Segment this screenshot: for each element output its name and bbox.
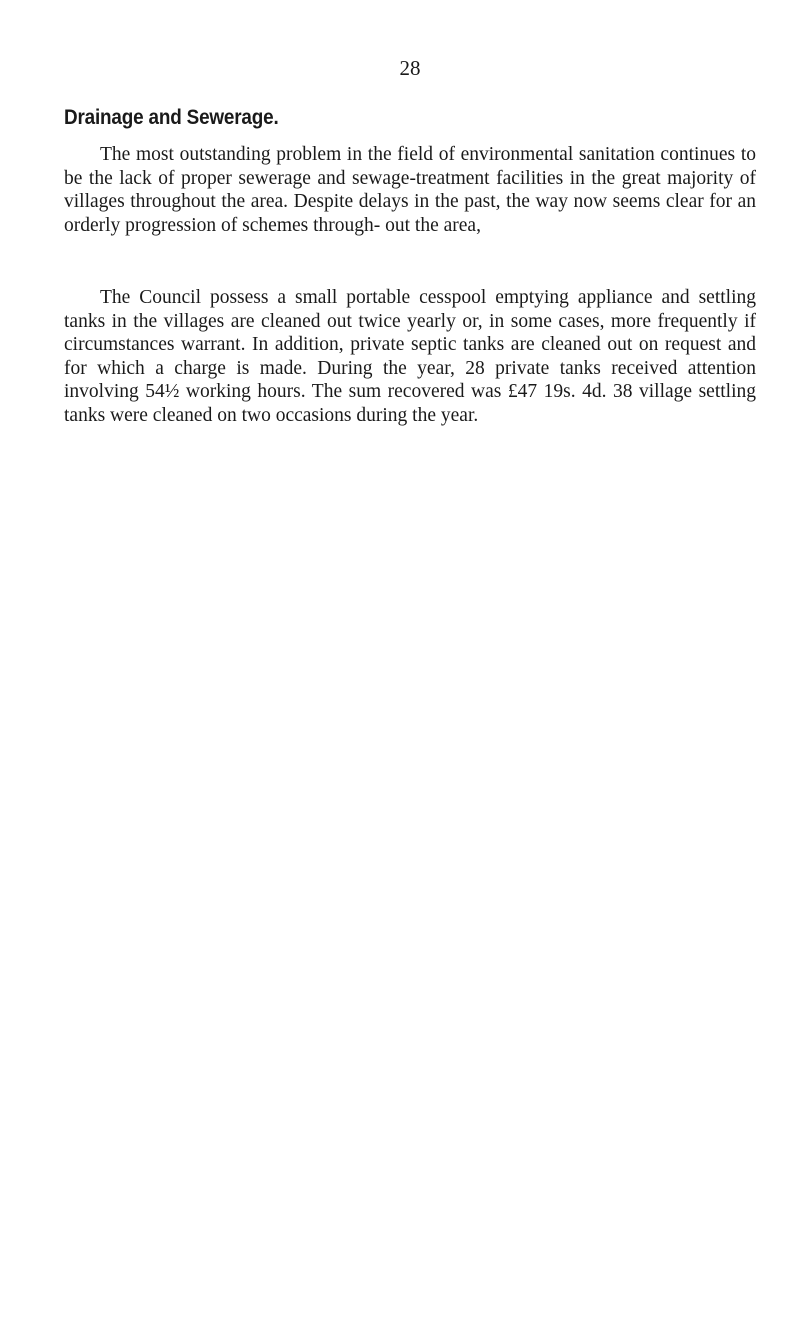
body-paragraph-2: The Council possess a small portable cesspool emptying appliance and settling tanks in the villages are cleaned out twice yearly or, in some cases, more frequently if circumstances warrant. In addition, private septic tanks are cleaned out on request and for which a charge is made. During the year, 28 private tanks received attention involving 54½ working hours. The sum recovered was £47 19s. 4d. 38 village settling tanks were cleaned on two occasions during the year. — [64, 287, 756, 426]
page-number: 28 — [399, 56, 421, 80]
body-paragraph-1: The most outstanding problem in the field of environmental sanitation continues to be the lack of proper sewerage and sewage-treatment facilities in the great majority of villages throughout the area. Despite delays in the past, the way now seems clear for an orderly progression of schemes through- out the area, — [64, 144, 756, 236]
section-heading: Drainage and Sewerage. — [64, 106, 279, 129]
